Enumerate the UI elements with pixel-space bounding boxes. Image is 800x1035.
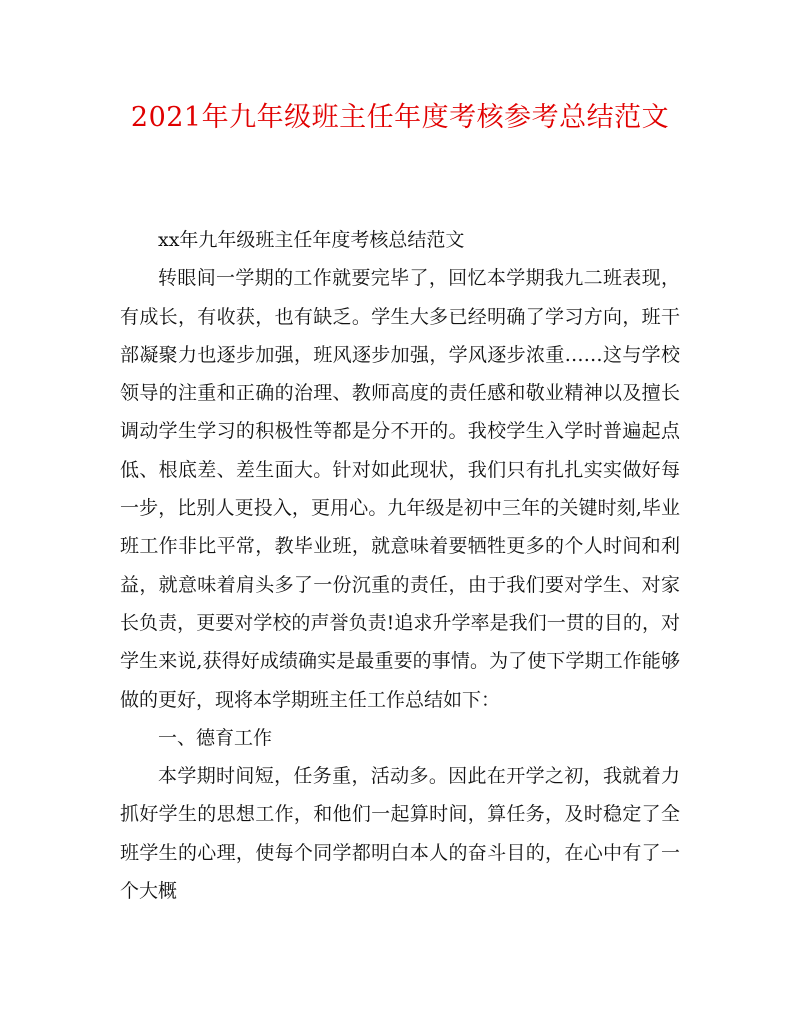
section-heading-moral-education: 一、德育工作 (158, 726, 273, 749)
paragraph-moral-education: 本学期时间短，任务重，活动多。因此在开学之初，我就着力抓好学生的思想工作，和他们一起算时间，算任务，及时稳定了全班学生的心理，使每个同学都明白本人的奋斗目的，在心中有了一个大概 (120, 765, 680, 903)
document-body (120, 221, 680, 910)
paragraph-intro: 转眼间一学期的工作就要完毕了，回忆本学期我九二班表现，有成长，有收获，也有缺乏。学生大多已经明确了学习方向，班干部凝聚力也逐步加强，班风逐步加强，学风逐步浓重……这与学校领导的注重和正确的治理、教师高度的责任感和敬业精神以及擅长调动学生学习的积极性等都是分不开的。我校学生入学时普遍起点低、根底差、差生面大。针对如此现状，我们只有扎扎实实做好每一步，比别人更投入，更用心。九年级是初中三年的关键时刻,毕业班工作非比平常，教毕业班，就意味着要牺牲更多的个人时间和利益，就意味着肩头多了一份沉重的责任，由于我们要对学生、对家长负责，更要对学校的声誉负责!追求升学率是我们一贯的目的，对学生来说,获得好成绩确实是最重要的事情。为了使下学期工作能够做的更好，现将本学期班主任工作总结如下： (120, 267, 680, 711)
document-subtitle: xx年九年级班主任年度考核总结范文 (158, 229, 465, 251)
document-title: 2021年九年级班主任年度考核参考总结范文 (130, 102, 670, 133)
